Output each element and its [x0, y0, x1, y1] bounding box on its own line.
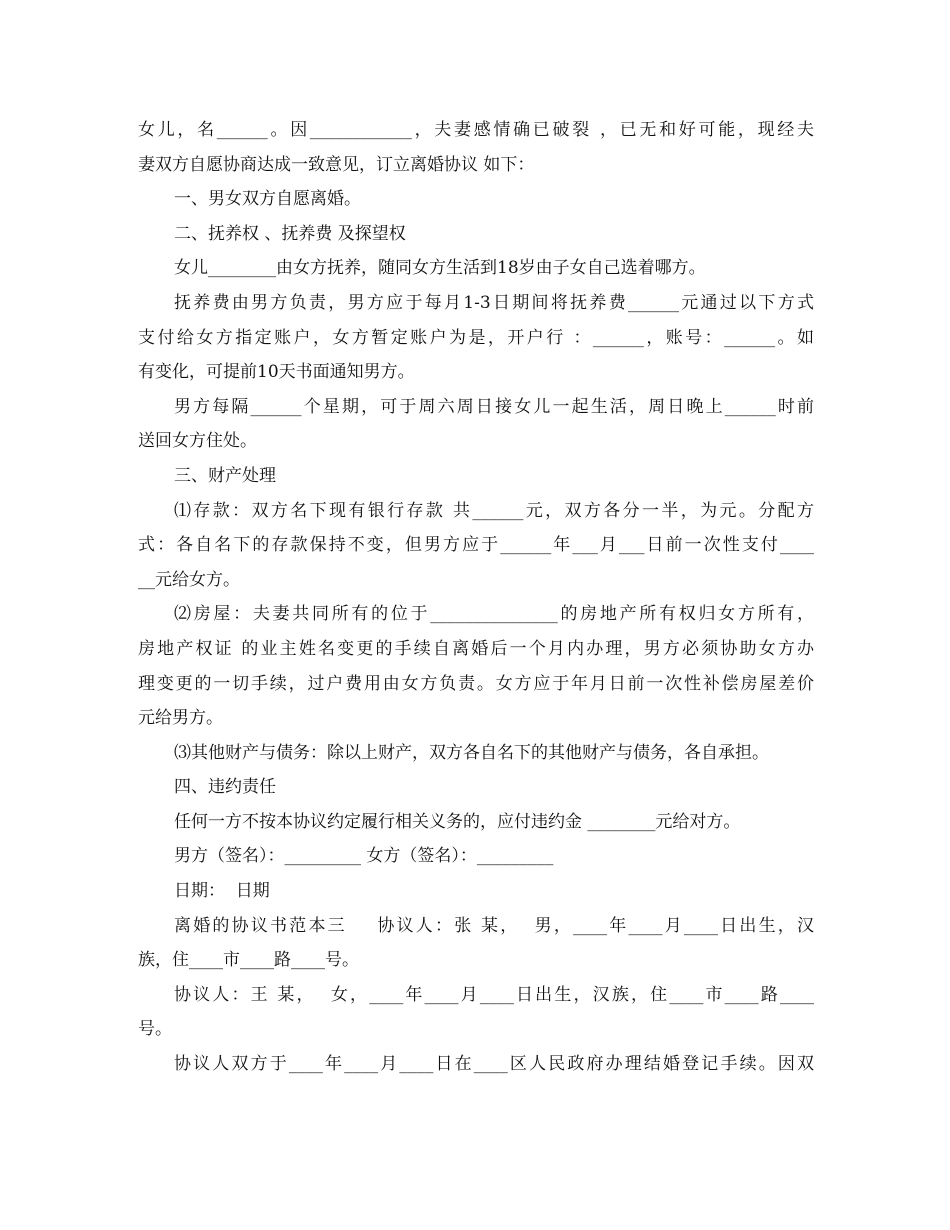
text-line: 二、抚养权 、抚养费 及探望权 — [174, 223, 406, 244]
text-line: 元给男方。 — [138, 708, 223, 729]
text-line: 女儿，名______。因____________，夫妻感情确已破裂 ，已无和好可能，现经夫 — [138, 120, 814, 140]
text-line: 号。 — [138, 1019, 172, 1040]
text-line: 支付给女方指定账户，女方暂定账户为是，开户行 ：______，账号：______。如 — [138, 327, 814, 348]
text-line: 男方（签名）：_________ 女方（签名）：_________ — [174, 846, 554, 867]
text-line: 妻双方自愿协商达成一致意见，订立离婚协议 如下： — [138, 154, 535, 175]
text-line: 送回女方住处。 — [138, 431, 257, 452]
text-line: 抚养费由男方负责，男方应于每月1-3日期间将抚养费______元通过以下方式 — [174, 292, 814, 313]
text-line: 任何一方不按本协议约定履行相关义务的，应付违约金 ________元给对方。 — [174, 811, 741, 832]
text-line: 日期： 日期 — [174, 881, 270, 902]
text-line: __元给女方。 — [138, 569, 240, 590]
text-line: 一、男女双方自愿离婚。 — [174, 189, 361, 210]
text-line: 有变化，可提前10天书面通知男方。 — [138, 362, 415, 383]
text-line: 族，住____市____路____号。 — [138, 950, 359, 971]
text-line: 男方每隔______个星期，可于周六周日接女儿一起生活，周日晚上______时前 — [174, 396, 814, 417]
text-line: ⑶其他财产与债务：除以上财产，双方各自名下的其他财产与债务，各自承担。 — [174, 742, 769, 763]
text-line: 离婚的协议书范本三 协议人：张 某， 男，____年____月____日出生，汉 — [174, 915, 814, 936]
text-line: 式：各自名下的存款保持不变，但男方应于______年___月___日前一次性支付____ — [138, 535, 814, 556]
text-line: 四、违约责任 — [174, 777, 276, 798]
text-line: 三、财产处理 — [174, 465, 276, 486]
document-body — [138, 113, 814, 1082]
text-line: 协议人双方于____年____月____日在____区人民政府办理结婚登记手续。因双 — [174, 1054, 814, 1075]
text-line: ⑴存款：双方名下现有银行存款 共______元，双方各分一半，为元。分配方 — [174, 500, 814, 521]
text-line: 女儿________由女方抚养，随同女方生活到18岁由子女自己选着哪方。 — [174, 258, 706, 279]
text-line: ⑵房屋：夫妻共同所有的位于_______________的房地产所有权归女方所有， — [174, 604, 814, 625]
text-line: 协议人：王 某， 女，____年____月____日出生，汉族，住____市____路____ — [174, 984, 814, 1005]
text-line: 房地产权证 的业主姓名变更的手续自离婚后一个月内办理，男方必须协助女方办 — [138, 638, 814, 659]
text-line: 理变更的一切手续，过户费用由女方负责。女方应于年月日前一次性补偿房屋差价 — [138, 673, 814, 694]
